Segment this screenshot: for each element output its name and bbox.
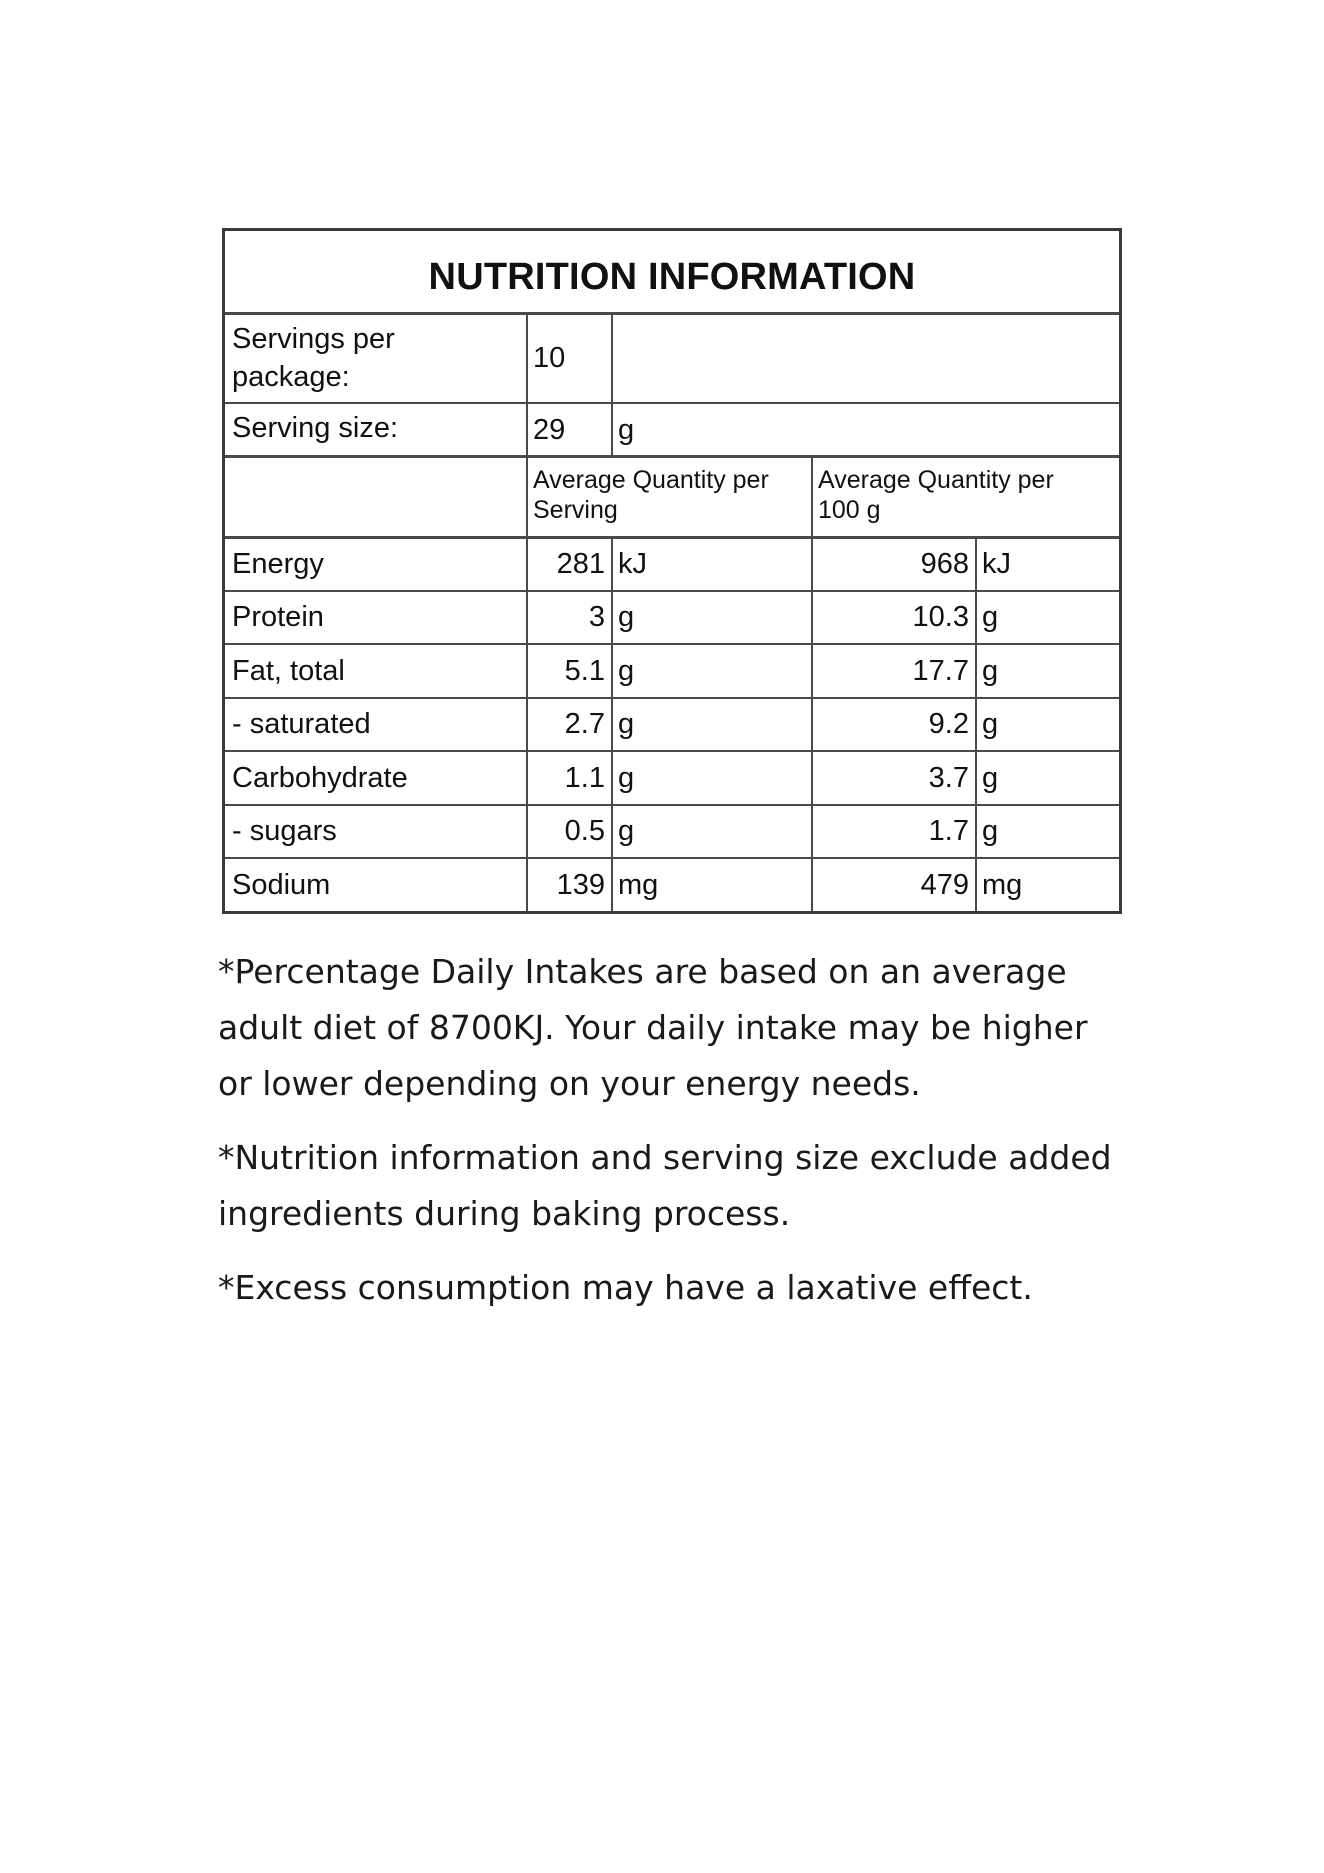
per-100g-unit: kJ (982, 548, 1011, 580)
rule (225, 455, 1119, 458)
rule (225, 697, 1119, 699)
per-100g-value: 479 (920, 869, 969, 901)
per-serving-unit: g (618, 601, 635, 633)
rule (225, 804, 1119, 806)
rule (225, 750, 1119, 752)
per-serving-value: 1.1 (564, 762, 605, 794)
per-serving-unit: g (618, 655, 635, 687)
rule (225, 643, 1119, 645)
rule (225, 857, 1119, 859)
per-serving-value: 5.1 (564, 655, 605, 687)
per-serving-value: 281 (556, 548, 605, 580)
rule (611, 314, 613, 455)
nutrient-name: Sodium (232, 869, 331, 901)
nutrient-name: - sugars (232, 815, 337, 847)
per-100g-unit: g (982, 708, 999, 740)
per-serving-value: 0.5 (564, 815, 605, 847)
nutrient-name: Carbohydrate (232, 762, 408, 794)
per-serving-unit: g (618, 762, 635, 794)
per-serving-unit: g (618, 708, 635, 740)
serving-size-value: 29 (533, 414, 566, 446)
per-100g-value: 10.3 (912, 601, 969, 633)
nutrition-information-panel (222, 228, 1122, 914)
per-100g-unit: g (982, 762, 999, 794)
per-100g-unit: g (982, 815, 999, 847)
servings-per-package-label: Servings per package: (232, 323, 395, 393)
footnotes (218, 944, 1118, 1334)
rule (225, 590, 1119, 592)
per-serving-unit: mg (618, 869, 659, 901)
rule (611, 538, 613, 911)
per-100g-unit: g (982, 655, 999, 687)
rule (975, 538, 977, 911)
per-serving-value: 3 (588, 601, 605, 633)
per-serving-unit: kJ (618, 548, 647, 580)
panel-title: NUTRITION INFORMATION (428, 256, 916, 298)
serving-size-label: Serving size: (232, 412, 399, 444)
serving-size-unit: g (618, 414, 635, 446)
footnote-daily-intake: *Percentage Daily Intakes are based on an average adult diet of 8700KJ. Your daily intake may be higher or lower depending on your energy needs. (218, 952, 1088, 1103)
nutrient-name: Protein (232, 601, 324, 633)
per-100g-value: 3.7 (928, 762, 969, 794)
per-100g-value: 17.7 (912, 655, 969, 687)
rule (225, 402, 1119, 404)
servings-per-package-value: 10 (533, 342, 566, 374)
header-per-100g: Average Quantity per 100 g (818, 466, 1054, 524)
per-100g-value: 9.2 (928, 708, 969, 740)
per-100g-unit: mg (982, 869, 1023, 901)
nutrient-name: Fat, total (232, 655, 345, 687)
per-serving-unit: g (618, 815, 635, 847)
nutrient-name: Energy (232, 548, 324, 580)
rule (225, 312, 1119, 315)
per-serving-value: 139 (556, 869, 605, 901)
per-100g-value: 1.7 (928, 815, 969, 847)
nutrient-name: - saturated (232, 708, 371, 740)
header-per-serving: Average Quantity per Serving (533, 466, 769, 524)
per-100g-unit: g (982, 601, 999, 633)
rule (225, 536, 1119, 539)
footnote-baking: *Nutrition information and serving size exclude added ingredients during baking process. (218, 1138, 1112, 1233)
footnote-laxative: *Excess consumption may have a laxative effect. (218, 1268, 1033, 1307)
per-100g-value: 968 (920, 548, 969, 580)
per-serving-value: 2.7 (564, 708, 605, 740)
